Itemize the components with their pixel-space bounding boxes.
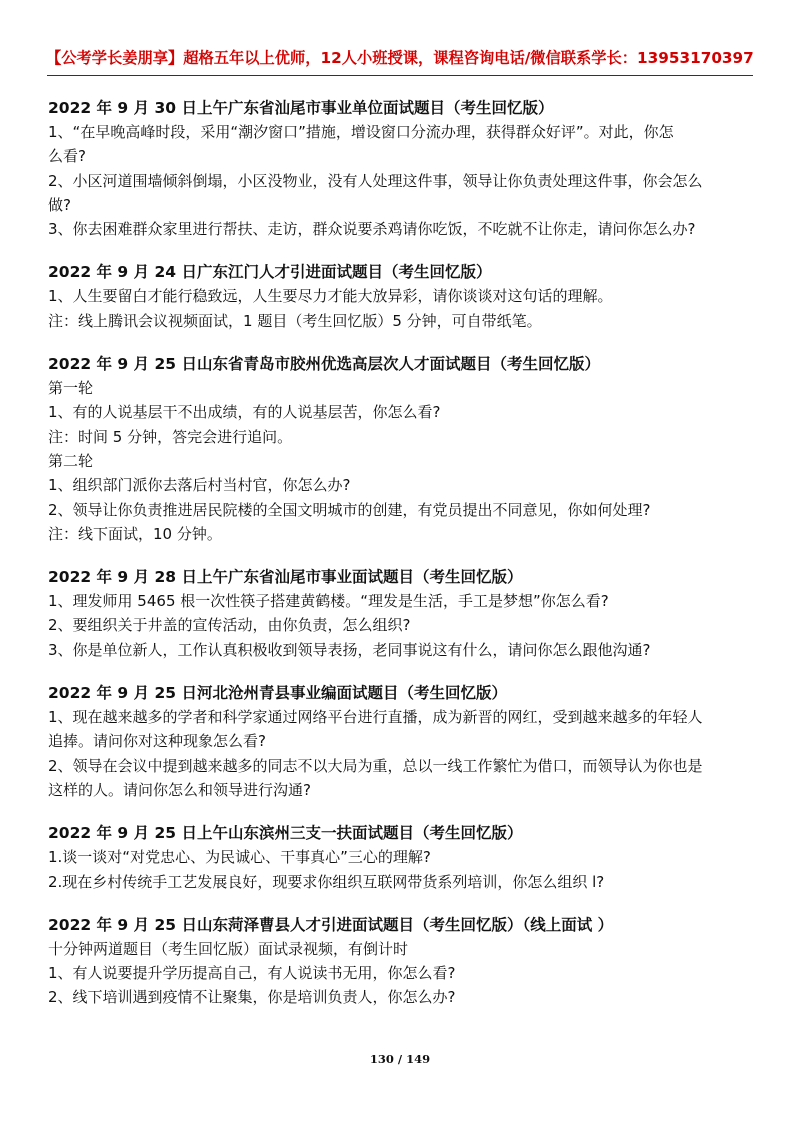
question-line: 1、组织部门派你去落后村当村官，你怎么办? <box>48 476 351 495</box>
question-line: 做? <box>48 195 71 214</box>
question-section <box>48 565 756 662</box>
header-banner: 【公考学长姜朋享】超格五年以上优师，12人小班授课，课程咨询电话/微信联系学长：13953170397 <box>46 49 754 67</box>
question-line: 3、你去困难群众家里进行帮扶、走访，群众说要杀鸡请你吃饭，不吃就不让你走，请问你怎么办? <box>48 220 696 239</box>
question-line: 追捧。请问你对这种现象怎么看? <box>48 732 266 751</box>
document-body <box>48 96 756 1029</box>
question-line: 么看? <box>48 147 86 166</box>
header-divider <box>47 75 753 76</box>
section-title: 2022 年 9 月 25 日河北沧州青县事业编面试题目（考生回忆版） <box>48 684 507 703</box>
section-title: 2022 年 9 月 25 日上午山东滨州三支一扶面试题目（考生回忆版） <box>48 824 523 843</box>
question-line: 1、有的人说基层干不出成绩，有的人说基层苦，你怎么看? <box>48 403 441 422</box>
question-line: 第一轮 <box>48 379 94 398</box>
question-line: 1、有人说要提升学历提高自己，有人说读书无用，你怎么看? <box>48 964 456 983</box>
page-number: 130 / 149 <box>369 1052 431 1066</box>
question-line: 2、线下培训遇到疫情不让聚集，你是培训负责人，你怎么办? <box>48 988 456 1007</box>
question-line: 2、领导让你负责推进居民院楼的全国文明城市的创建，有党员提出不同意见，你如何处理? <box>48 500 651 519</box>
question-line: 第二轮 <box>48 451 94 470</box>
question-line: 2、领导在会议中提到越来越多的同志不以大局为重，总以一线工作繁忙为借口，而领导认为你也是 <box>48 756 703 775</box>
question-line: 2、小区河道围墙倾斜倒塌，小区没物业，没有人处理这件事，领导让你负责处理这件事，你会怎么 <box>48 171 703 190</box>
question-line: 1、“在早晚高峰时段，采用“潮汐窗口”措施，增设窗口分流办理，获得群众好评”。对此，你怎 <box>48 123 674 141</box>
section-title: 2022 年 9 月 30 日上午广东省汕尾市事业单位面试题目（考生回忆版） <box>48 99 554 117</box>
question-line: 十分钟两道题目（考生回忆版）面试录视频，有倒计时 <box>48 939 409 958</box>
section-title: 2022 年 9 月 25 日山东省青岛市胶州优选高层次人才面试题目（考生回忆版） <box>48 355 600 374</box>
question-line: 1、理发师用 5465 根一次性筷子搭建黄鹤楼。“理发是生活，手工是梦想”你怎么看? <box>48 592 609 611</box>
section-title: 2022 年 9 月 25 日山东菏泽曹县人才引进面试题目（考生回忆版）（线上面试 ） <box>48 915 614 934</box>
question-line: 1.谈一谈对“对党忠心、为民诚心、干事真心”三心的理解? <box>48 848 431 867</box>
section-title: 2022 年 9 月 24 日广东江门人才引进面试题目（考生回忆版） <box>48 263 492 282</box>
question-line: 1、人生要留白才能行稳致远，人生要尽力才能大放异彩，请你谈谈对这句话的理解。 <box>48 287 613 306</box>
question-line: 注：时间 5 分钟，答完会进行追问。 <box>48 427 293 446</box>
section-title: 2022 年 9 月 28 日上午广东省汕尾市事业面试题目（考生回忆版） <box>48 568 523 587</box>
question-section <box>48 260 756 333</box>
question-line: 注：线上腾讯会议视频面试，1 题目（考生回忆版）5 分钟，可自带纸笔。 <box>48 311 542 330</box>
question-line: 3、你是单位新人，工作认真积极收到领导表扬，老同事说这有什么，请问你怎么跟他沟通? <box>48 640 651 659</box>
question-section <box>48 913 756 1010</box>
question-line: 这样的人。请问你怎么和领导进行沟通? <box>48 780 311 799</box>
question-line: 2、要组织关于井盖的宣传活动，由你负责，怎么组织? <box>48 616 411 635</box>
question-line: 1、现在越来越多的学者和科学家通过网络平台进行直播，成为新晋的网红，受到越来越多的年轻人 <box>48 708 703 727</box>
question-section <box>48 681 756 802</box>
question-section <box>48 352 756 546</box>
question-section <box>48 821 756 894</box>
question-line: 注：线下面试，10 分钟。 <box>48 524 222 543</box>
question-line: 2.现在乡村传统手工艺发展良好，现要求你组织互联网带货系列培训，你怎么组织 l? <box>48 872 605 891</box>
question-section <box>48 96 756 241</box>
